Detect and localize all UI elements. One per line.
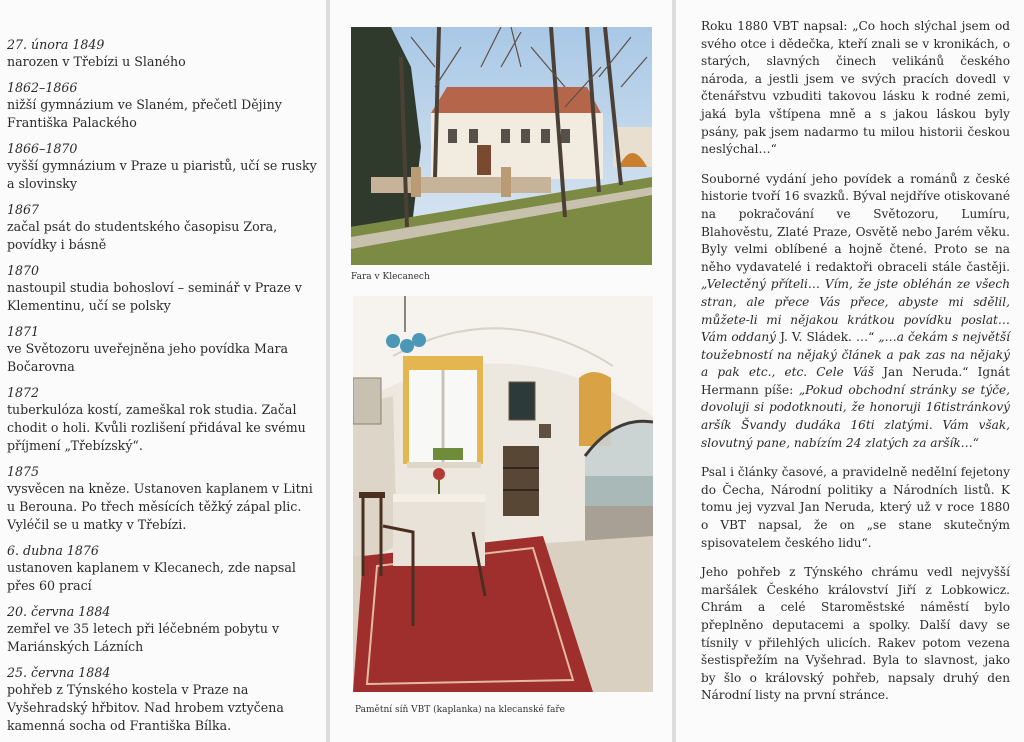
timeline-date: 6. dubna 1876 xyxy=(7,543,99,558)
timeline-entry xyxy=(7,140,318,193)
timeline-entry xyxy=(7,201,318,254)
timeline-entry xyxy=(7,323,318,376)
text-panel xyxy=(676,0,1024,742)
timeline-entry xyxy=(7,664,318,735)
timeline-entry xyxy=(7,36,318,71)
timeline-date: 25. června 1884 xyxy=(7,665,111,680)
timeline-entry xyxy=(7,79,318,132)
timeline-text: narozen v Třebízi u Slaného xyxy=(7,54,186,69)
timeline-text: pohřeb z Týnského kostela v Praze na Vyšehradský hřbitov. Nad hrobem vztyčena kamenná socha od Františka Bílka. xyxy=(7,682,284,733)
timeline-text: zemřel ve 35 letech při léčebném pobytu v Mariánských Lázních xyxy=(7,621,280,654)
timeline-text: nastoupil studia bohosloví – seminář v Praze v Klementinu, učí se polsky xyxy=(7,280,302,313)
timeline-entry xyxy=(7,542,318,595)
timeline-date: 1862–1866 xyxy=(7,80,78,95)
timeline-date: 1870 xyxy=(7,263,40,278)
timeline-entry xyxy=(7,603,318,656)
timeline-entry xyxy=(7,463,318,534)
timeline-text: vysvěcen na kněze. Ustanoven kaplanem v Litni u Berouna. Po třech měsících těžký zápal plic. Vyléčil se u matky v Třebízi. xyxy=(7,481,313,532)
timeline-panel xyxy=(0,0,326,742)
rectory-illustration xyxy=(351,27,652,265)
paragraph-collected-works xyxy=(701,171,1010,453)
timeline-date: 1871 xyxy=(7,324,40,339)
timeline-date: 1872 xyxy=(7,385,40,400)
memorial-room-photo xyxy=(353,296,653,692)
timeline-text: ve Světozoru uveřejněna jeho povídka Mara Bočarovna xyxy=(7,341,288,374)
paragraph-1880-quote: Roku 1880 VBT napsal: „Co hoch slýchal jsem od svého otce i dědečka, kteří znali se v kronikách, o starých, slavných činech velikánů českého národa, a jestli jsem ve svých pracích dovedl v čtenářstvu vzbuditi takovou lásku k rodné zemi, jaká byla vštípena mně a s jakou láskou byly psány, pak jsem nadarmo tu milou historii českou neslýchal…“ xyxy=(701,19,1010,157)
collected-works-text: Souborné vydání jeho povídek a románů z české historie tvoří 16 svazků. Býval nejdříve otiskované na pokračování ve Světozoru, Lumíru, Blahověstu, Zlaté Praze, Osvětě nebo Jarém věku. Byly velmi oblíbené a hojně čtené. Proto se na něho vydavatelé i redaktoři obraceli stále častěji. xyxy=(701,171,1010,274)
photos-panel xyxy=(330,0,672,742)
timeline-text: nižší gymnázium ve Slaném, přečetl Dějiny Františka Palackého xyxy=(7,97,282,130)
timeline-date: 1875 xyxy=(7,464,40,479)
paragraph-funeral: Jeho pohřeb z Týnského chrámu vedl nejvyšší maršálek Českého království Jiří z Lobkowicz. Chrám a celé Staroměstské náměstí bylo přeplněno deputacemi a spolky. Další davy se tísnily v přilehlých ulicích. Rakev potom vezena šestispřežím na Vyšehrad. Byla to slavnost, jako by šlo o královský pohřeb, napsaly druhý den Národní listy na první stránce. xyxy=(701,565,1010,703)
timeline-date: 1867 xyxy=(7,202,40,217)
timeline-text: začal psát do studentského časopisu Zora, povídky i básně xyxy=(7,219,278,252)
rectory-photo xyxy=(351,27,652,265)
memorial-room-illustration xyxy=(353,296,653,692)
neruda-quote: „…a čekám s největší toužebností na nějaký článek a pak zas na nějaký a pak etc., etc. Cele Váš xyxy=(701,330,1010,380)
rectory-caption: Fara v Klecanech xyxy=(351,272,430,282)
memorial-room-caption: Pamětní síň VBT (kaplanka) na klecanské faře xyxy=(355,705,565,715)
paragraph-feuilletons: Psal i články časové, a pravidelně nedělní fejetony do Čecha, Národní politiky a Národních listů. K tomu jej vyzval Jan Neruda, který už v roce 1880 o VBT napsal, že on „se stane skutečným spisovatelem českého lidu“. xyxy=(701,465,1010,550)
timeline-entry xyxy=(7,262,318,315)
timeline-date: 1866–1870 xyxy=(7,141,78,156)
timeline-text: tuberkulóza kostí, zameškal rok studia. Začal chodit o holi. Kvůli rozlišení přidával ke svému příjmení „Třebízský“. xyxy=(7,402,306,453)
timeline-text: ustanoven kaplanem v Klecanech, zde napsal přes 60 prací xyxy=(7,560,296,593)
timeline-date: 27. února 1849 xyxy=(7,37,105,52)
timeline-date: 20. června 1884 xyxy=(7,604,111,619)
neruda-signature: Jan Neruda.“ Ignát Hermann píše: xyxy=(701,365,1010,397)
timeline-entry xyxy=(7,384,318,455)
timeline-text: vyšší gymnázium v Praze u piaristů, učí se rusky a slovinsky xyxy=(7,158,317,191)
sladek-quote: „Velectěný příteli… Vím, že jste obléhán ze všech stran, ale přece Vás přece, abyste mi sdělil, můžete-li mi nějakou krátkou povídku poslat… Vám oddaný xyxy=(701,277,1010,345)
sladek-signature: J. V. Sládek. …“ xyxy=(780,330,875,345)
hermann-quote: „Pokud obchodní stránky se týče, dovoluji si podotknouti, že honoruji 16tistránkový aršík Švandy dudáka 16ti zlatými. Vám však, slovutný pane, nabízím 24 zlatých za aršík…“ xyxy=(701,382,1010,450)
